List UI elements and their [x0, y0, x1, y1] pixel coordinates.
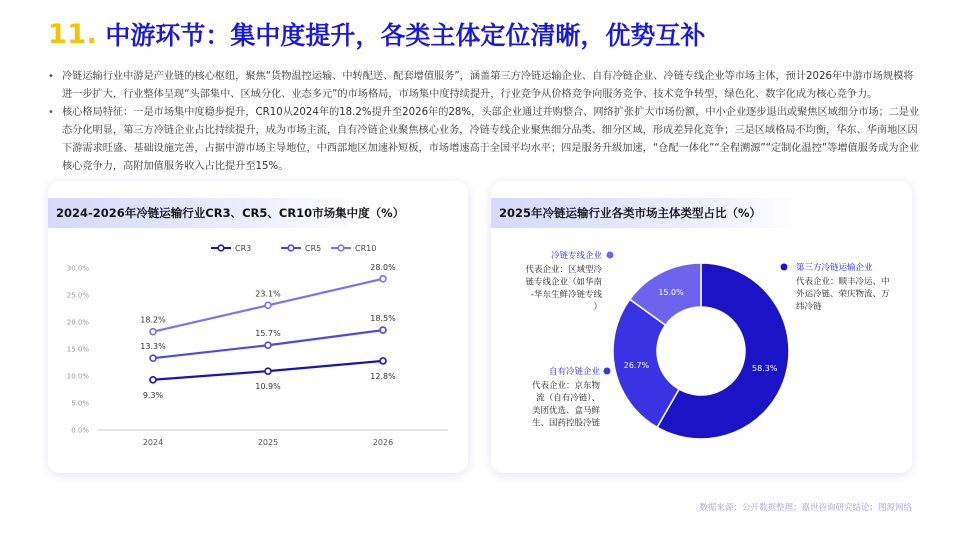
legend-marker [338, 245, 344, 251]
x-tick-label: 2025 [257, 438, 279, 447]
line-chart [48, 181, 468, 473]
donut-chart-title: 2025年冷链运输行业各类市场主体类型占比（%） [499, 206, 762, 220]
data-point [380, 276, 386, 282]
callout-name: 自有冷链企业 [548, 367, 600, 377]
callout-name: 第三方冷链运输企业 [796, 263, 873, 273]
data-point [150, 377, 156, 383]
y-tick-label: 5.0% [71, 399, 89, 408]
data-point [150, 329, 156, 335]
data-label: 28.0% [370, 262, 396, 272]
callout-name: 冷链专线企业 [550, 251, 602, 261]
data-label: 15.7% [255, 329, 281, 339]
bullet-text: 核心格局特征：一是市场集中度稳步提升，CR10从2024年的18.2%提升至2026年的28%，头部企业通过并购整合、网络扩张扩大市场份额，中小企业逐步退出或聚焦区域细分市场；二是业态分化明显，第三方冷链企业占比持续提升，成为市场主流，自有冷链企业聚焦核心业务，冷链专线企业聚焦细分品类、细分区域，形成差异化竞争；三是区域格局不均衡，华东、华南地区因下游需求旺盛、基础设施完善，占据中游市场主导地位，中西部地区加速补短板，市场增速高于全国平均水平；四是服务升级加速，“仓配一体化”“全程溯源”“定制化温控”等增值服务成为企业核心竞争力，高附加值服务收入占比提升至15%。 [62, 107, 920, 172]
data-label: 23.1% [255, 289, 281, 299]
data-source-note: 数据来源：公开数据整理；嘉世咨询研究结论；图源网络 [699, 503, 912, 513]
data-point [265, 342, 271, 348]
callout-dot-icon [604, 368, 611, 375]
line-chart-card [48, 181, 468, 473]
data-point [265, 368, 271, 374]
bullet-dot-icon: • [48, 107, 54, 118]
callout-dot-icon [781, 264, 788, 271]
data-point [380, 358, 386, 364]
y-tick-label: 25.0% [66, 291, 89, 300]
legend-label: CR5 [305, 244, 322, 253]
y-tick-label: 15.0% [66, 345, 89, 354]
slice-value-label: 15.0% [658, 288, 684, 298]
callout-description: 代表企业：京东物流（自有冷链）、美团优选、盒马鲜生、国药控股冷链 [531, 381, 600, 429]
data-point [265, 302, 271, 308]
data-label: 18.2% [140, 315, 166, 325]
callout-description: 代表企业：顺丰冷运、中外运冷链、荣庆物流、万纬冷链 [796, 277, 890, 312]
section-number: 11. [48, 18, 98, 50]
data-point [380, 327, 386, 333]
data-point [150, 355, 156, 361]
data-label: 10.9% [255, 382, 281, 392]
slice-value-label: 26.7% [623, 360, 650, 370]
page-title [48, 12, 705, 56]
y-tick-label: 30.0% [66, 264, 89, 273]
x-tick-label: 2026 [372, 438, 394, 447]
line-chart-title: 2024-2026年冷链运输行业CR3、CR5、CR10市场集中度（%） [56, 206, 405, 220]
bullet-dot-icon: • [48, 71, 54, 82]
slice-value-label: 58.3% [752, 364, 778, 374]
data-label: 9.3% [142, 390, 164, 400]
x-tick-label: 2024 [142, 438, 164, 447]
legend-marker [288, 245, 294, 251]
data-label: 13.3% [140, 342, 166, 352]
data-label: 18.5% [370, 314, 396, 324]
section-title: 中游环节：集中度提升，各类主体定位清晰，优势互补 [105, 21, 706, 50]
callout-dot-icon [607, 252, 614, 259]
donut-chart-card [491, 181, 912, 473]
donut-chart [491, 181, 912, 473]
summary-bullets [48, 68, 920, 176]
y-tick-label: 20.0% [66, 318, 89, 327]
callout-description: 代表企业：区域型冷链专线企业（如华南-华东生鲜冷链专线） [525, 265, 602, 313]
y-tick-label: 10.0% [66, 372, 89, 381]
legend-label: CR3 [235, 244, 252, 253]
data-label: 12.8% [370, 371, 396, 381]
legend-marker [218, 245, 224, 251]
legend-label: CR10 [355, 244, 377, 253]
y-tick-label: 0.0% [71, 426, 89, 435]
bullet-item [48, 104, 920, 176]
bullet-item [48, 68, 920, 104]
bullet-text: 冷链运输行业中游是产业链的核心枢纽，聚焦“货物温控运输、中转配送、配套增值服务”，涵盖第三方冷链运输企业、自有冷链企业、冷链专线企业等市场主体，预计2026年中游市场规模将进一步扩大，行业整体呈现“头部集中、区域分化、业态多元”的市场格局，市场集中度持续提升，行业竞争从价格竞争向服务竞争、技术竞争转型，绿色化、数字化成为核心竞争力。 [62, 71, 914, 100]
